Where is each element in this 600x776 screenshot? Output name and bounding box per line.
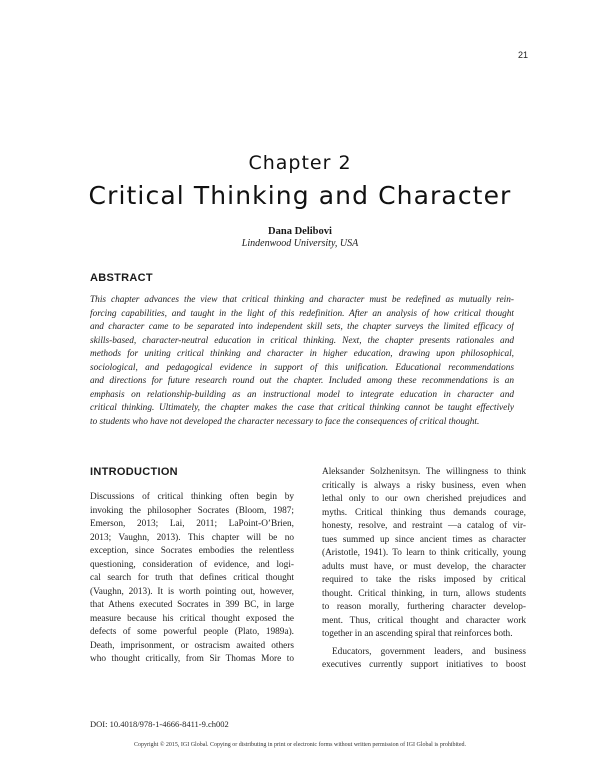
introduction-heading: INTRODUCTION bbox=[90, 466, 178, 478]
abstract-line: methods for uniting critical thinking and character in higher education, drawing upon philosophical, bbox=[90, 349, 514, 359]
text-line: critically is always a risky business, even when bbox=[322, 480, 526, 491]
text-line: Death, imprisonment, or ostracism awaited others bbox=[90, 640, 294, 651]
introduction-paragraph-1-continued bbox=[322, 466, 526, 642]
text-line: tues summed up since ancient times as character bbox=[322, 534, 526, 545]
text-line: lethal only to our own cherished prejudices and bbox=[322, 494, 526, 504]
chapter-label: Chapter 2 bbox=[248, 152, 352, 174]
abstract-line: critical thinking. Ultimately, the chapter makes the case that critical thinking cannot be taught effectively bbox=[90, 403, 514, 413]
text-line: invoking the philosopher Socrates (Bloom, 1987; bbox=[90, 505, 294, 516]
chapter-title: Critical Thinking and Character bbox=[88, 181, 512, 210]
abstract-line: forcing capabilities, and taught in the light of this redefinition. After an analysis of how critical thought bbox=[90, 308, 514, 319]
text-line: defects of some powerful people (Plato, 1989a). bbox=[90, 627, 294, 637]
abstract-line: skills-based, character-neutral education in critical thinking. Next, the chapter presents rationales and bbox=[90, 335, 514, 346]
text-line: ment. Thus, critical thought and character work bbox=[322, 615, 526, 626]
author-affiliation: Lindenwood University, USA bbox=[241, 238, 359, 249]
text-line: (Aristotle, 1941). To learn to think critically, young bbox=[322, 548, 526, 558]
left-column bbox=[90, 466, 294, 667]
text-line: to reason morally, furthering character develop- bbox=[322, 602, 526, 612]
text-line: required to take the risks imposed by critical bbox=[322, 575, 526, 585]
page-number: 21 bbox=[517, 50, 528, 60]
abstract-heading: ABSTRACT bbox=[90, 272, 153, 284]
text-line: cal search for truth that defines critical thought bbox=[90, 573, 294, 583]
abstract-line: and directions for future research round out the chapter. Included among these recommendations is an bbox=[90, 376, 514, 386]
text-line: Aleksander Solzhenitsyn. The willingness to think bbox=[322, 467, 526, 477]
abstract-body bbox=[90, 294, 514, 429]
text-line: thought. Critical thinking, in turn, allows students bbox=[322, 588, 526, 599]
text-line: myths. Critical thinking thus demands courage, bbox=[322, 507, 526, 518]
text-line: measure because his critical thought exposed the bbox=[90, 613, 294, 624]
text-line: that Athens executed Socrates in 399 BC, in large bbox=[90, 600, 294, 610]
doi: DOI: 10.4018/978-1-4666-8411-9.ch002 bbox=[90, 719, 229, 729]
introduction-paragraph-2 bbox=[322, 646, 526, 673]
text-line: questioning, consideration of evidence, and logi- bbox=[90, 559, 294, 570]
introduction-paragraph-1 bbox=[90, 491, 294, 667]
abstract-line: and character came to be separated into independent skill sets, the chapter surveys the limited efficacy of bbox=[90, 322, 514, 332]
text-line: executives currently support initiatives to boost bbox=[322, 660, 526, 670]
text-line: adults must have, or must develop, the character bbox=[322, 561, 526, 572]
text-line: exception, since Socrates embodies the relentless bbox=[90, 546, 294, 556]
text-line: together in an ascending spiral that reinforces both. bbox=[322, 629, 513, 639]
right-column bbox=[322, 466, 526, 673]
text-line: Educators, government leaders, and business bbox=[332, 646, 526, 657]
text-line: honesty, resolve, and restraint —a catalog of vir- bbox=[322, 521, 526, 531]
abstract-line: emphasis on relationship-building as an instructional model to integrate education in character and bbox=[90, 389, 514, 400]
text-line: 2013; Vaughn, 2013). This chapter will be no bbox=[90, 532, 294, 543]
author-name: Dana Delibovi bbox=[268, 226, 332, 237]
text-line: who thought critically, from Sir Thomas More to bbox=[90, 654, 294, 664]
abstract-line: to students who have not developed the character necessary to face the consequences of critical thought. bbox=[90, 416, 480, 427]
abstract-line: sociological, and pedagogical evidence in support of this unification. Educational recommendations bbox=[90, 362, 514, 373]
text-line: Emerson, 2013; Lai, 2011; LaPoint-O’Brien, bbox=[90, 519, 294, 529]
abstract-line: This chapter advances the view that critical thinking and character must be redefined as mutually rein- bbox=[90, 295, 514, 305]
copyright-notice: Copyright © 2015, IGI Global. Copying or distributing in print or electronic forms without written permission of IGI Global is prohibited. bbox=[133, 742, 466, 748]
text-line: (Vaughn, 2013). It is worth pointing out, however, bbox=[90, 586, 294, 597]
text-line: Discussions of critical thinking often begin by bbox=[90, 492, 294, 502]
author-block bbox=[0, 226, 600, 249]
